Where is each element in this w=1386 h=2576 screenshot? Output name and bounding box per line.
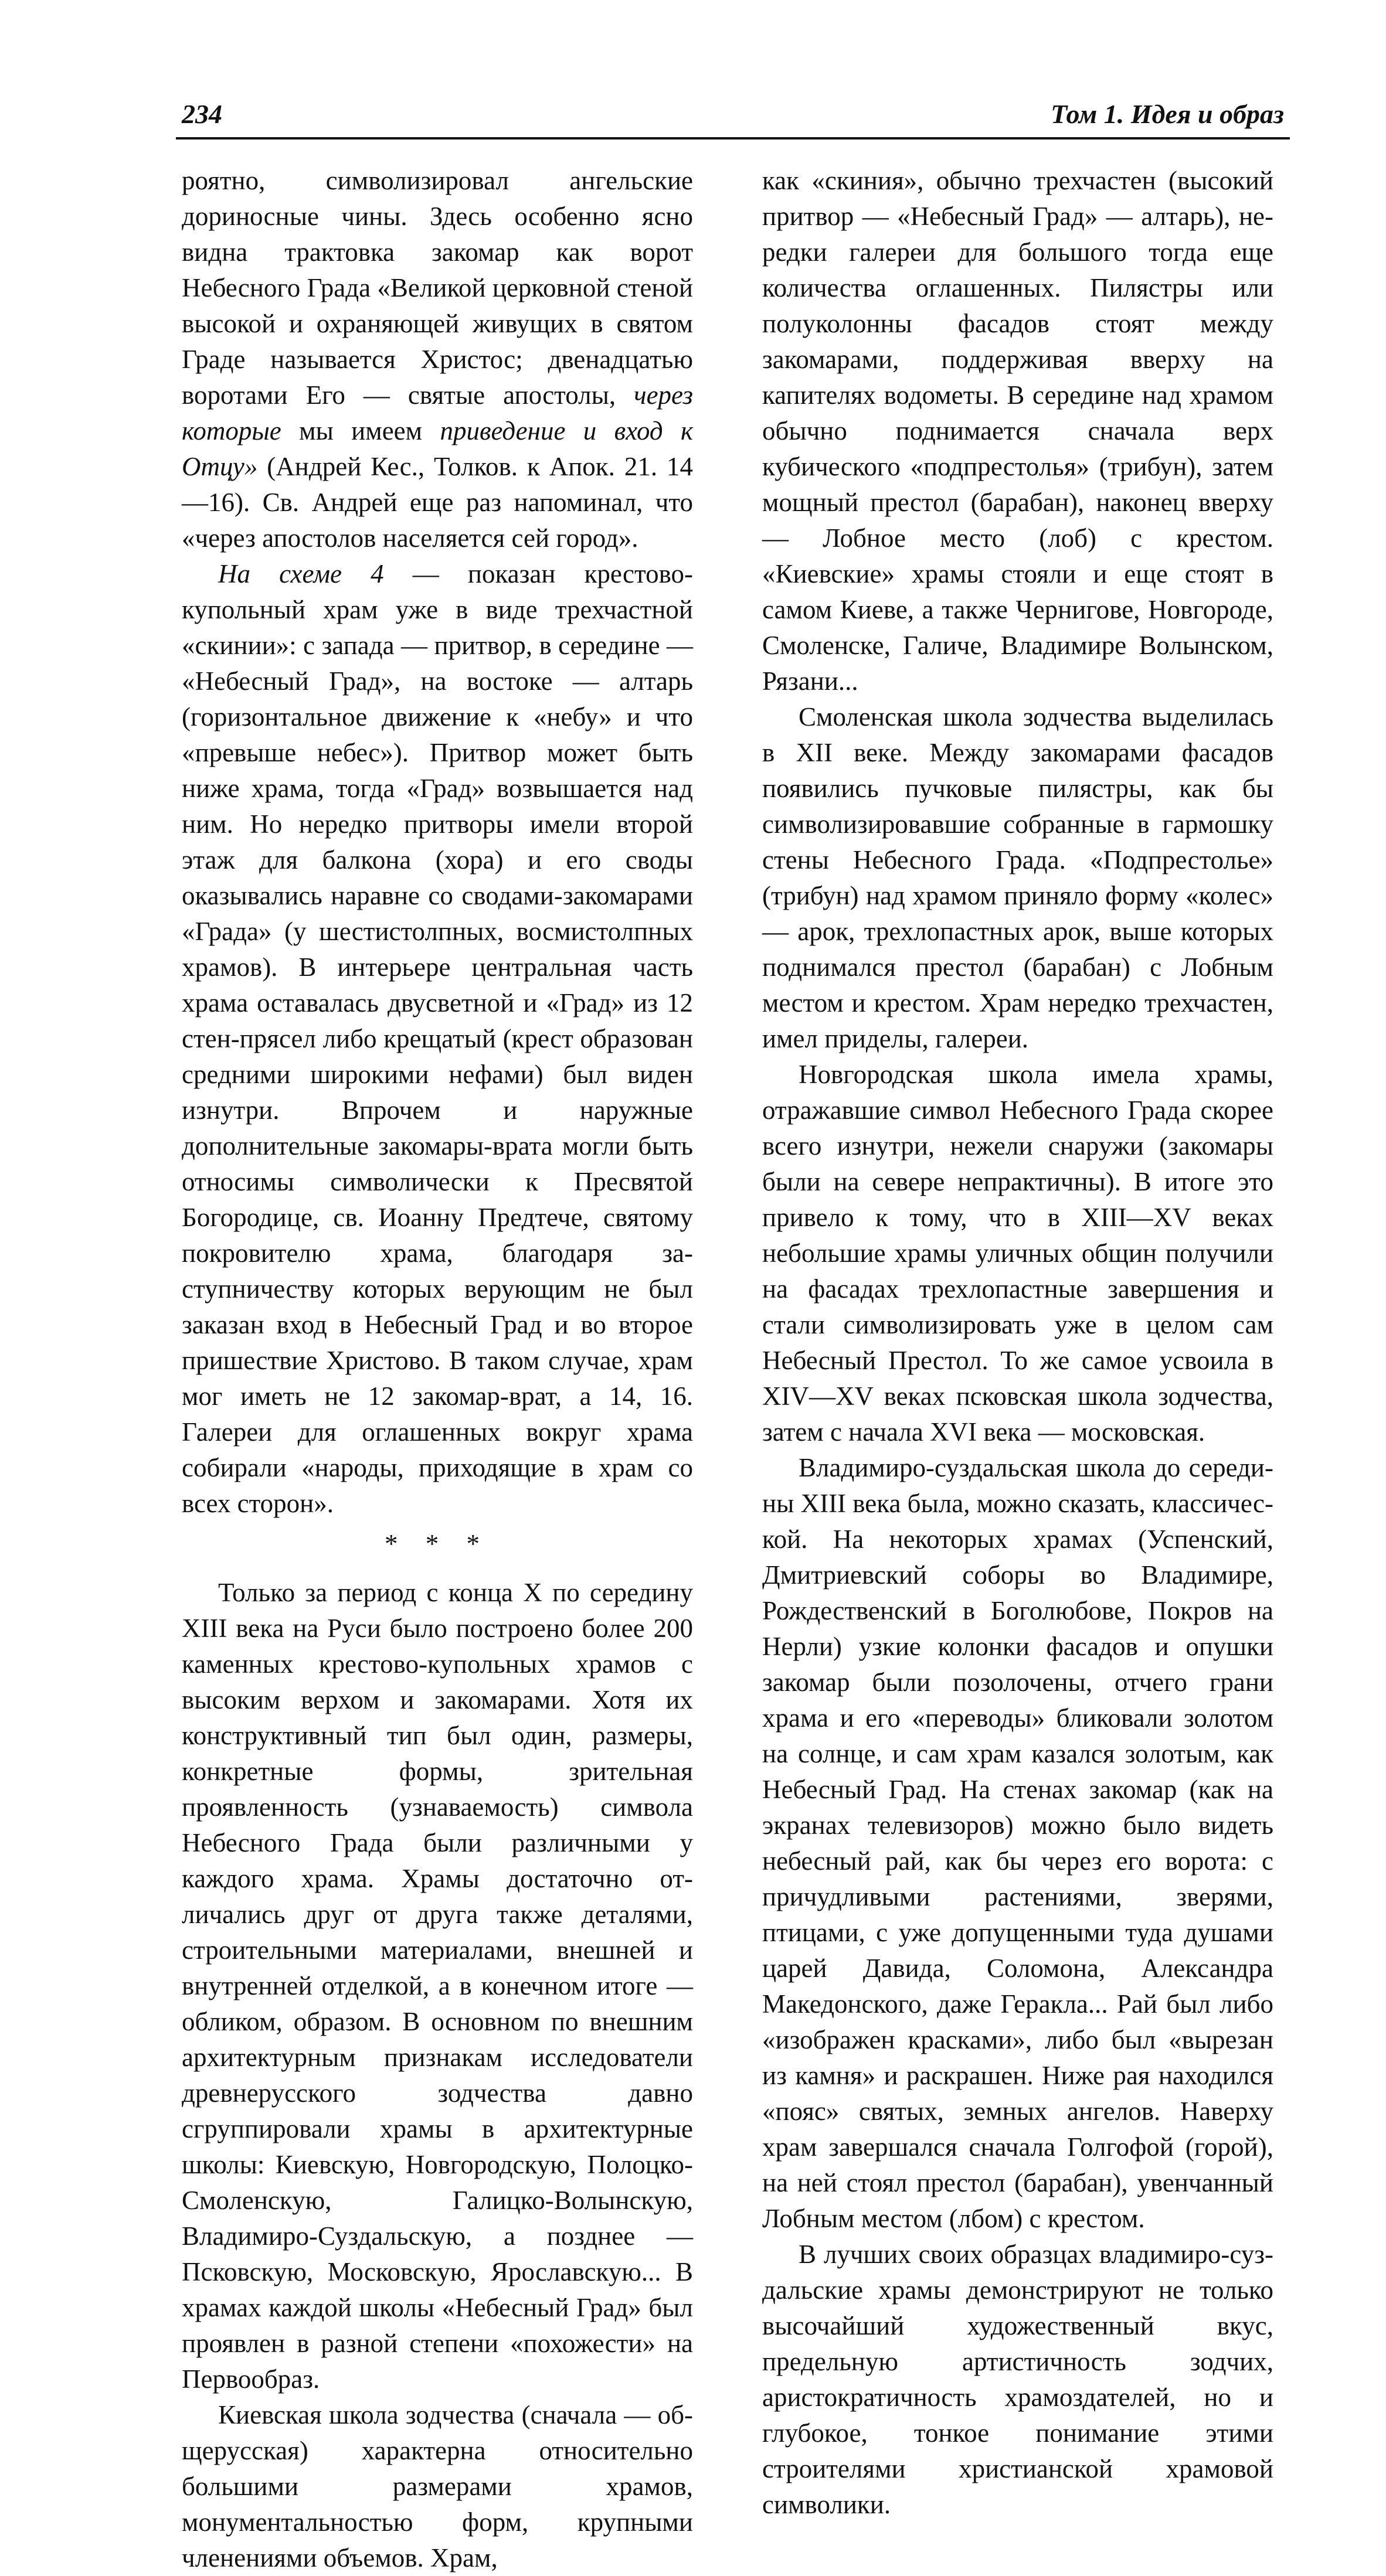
text-run: — показан крестово-купольный храм уже в виде трехчастной «скинии»: с запада — притвор, в середине — «Небесный Град», на востоке — алтарь (горизонтальное движение к «небу» и что «превыше небес»). Притвор может быть ниже храма, тогда «Град» возвышается над ним. Но нередко притворы имели второй этаж для балкона (хора) и его своды оказывались наравне со сводами-закомарами «Града» (у шестистолпных, восмистолпных храмов). В интерьере центральная часть храма оставалась двусветной и «Град» из 12 стен-прясел либо крещатый (крест образован средними широкими нефами) был виден изнутри. Впрочем и наружные дополнительные закомары-врата могли быть относимы символически к Пресвятой Богородице, св. Иоанну Предтече, святому покровителю храма, благодаря заступничеству которых верующим не был заказан вход в Небесный Град и во второе пришествие Христово. В таком случае, храм мог иметь не 12 закомар-врат, а 14, 16. Галереи для оглашенных вокруг храма собирали «народы, приходящие в храм со всех сторон». xyxy=(182,559,693,1518)
section-separator xyxy=(182,1526,693,1562)
text-run: В лучших своих образцах владимиро-суздальские храмы демонстрируют не только высочайший художественный вкус, предельную артистичность зодчих, аристократичность храмоздателей, но и глубокое, тонкое понимание этими строителями христианской храмовой символики. xyxy=(762,2240,1273,2519)
left-text-column xyxy=(182,163,693,2576)
right-paragraph xyxy=(762,163,1273,699)
text-run: Смоленская школа зодчества выделилась в XII веке. Между закомарами фасадов появились пучковые пилястры, как бы символизировавшие собранные в гармошку стены Небесного Града. «Подпрестолье» (трибун) над храмом приняло форму «колес» — арок, трехлопастных арок, выше которых поднимался престол (барабан) с Лобным местом и крестом. Храм нередко трехчастен, имел приделы, галереи. xyxy=(762,702,1273,1053)
right-paragraph xyxy=(762,2237,1273,2523)
right-paragraph xyxy=(762,1450,1273,2237)
text-run: Только за период с конца X по середину XIII века на Руси было построено более 200 каменных крестово-купольных храмов с высоким верхом и закомарами. Хотя их конструктивный тип был один, размеры, конкретные формы, зрительная проявленность (узнаваемость) символа Небесного Града были различными у каждого храма. Храмы достаточно отличались друг от друга также деталями, строительными материалами, внешней и внутренней отделкой, а в конечном итоге — обликом, образом. В основном по внешним архитектурным признакам исследователи древнерусского зодчества давно сгруппировали храмы в архитектурные школы: Киевскую, Новгородскую, Полоцко-Смоленскую, Галицко-Волынскую, Владимиро-Суздальскую, а позднее — Псковскую, Московскую, Ярославскую... В храмах каждой школы «Небесный Град» был проявлен в разной степени «похожести» на Первообраз. xyxy=(182,1578,693,2394)
text-run: Киевская школа зодчества (сначала — общерусская) характерна относительно большими размерами храмов, монументальностью форм, крупными членениями объемов. Храм, xyxy=(182,2400,693,2572)
left-paragraph xyxy=(182,556,693,1522)
italic-text: через которые xyxy=(182,380,693,445)
italic-text: На схеме 4 xyxy=(218,559,384,588)
left-paragraph xyxy=(182,163,693,556)
text-run: Новгородская школа имела храмы, отражавшие символ Небесного Града скорее всего изнутри, нежели снаружи (закомары были на севере непрактичны). В итоге это привело к тому, что в XIII—XV веках небольшие храмы уличных общин получили на фасадах трехлопастные завершения и стали символизировать уже в целом сам Небесный Престол. То же самое усвоила в XIV—XV веках псковская школа зодчества, затем с начала XVI века — московская. xyxy=(762,1060,1273,1447)
italic-text: приведение и вход к Отцу» xyxy=(182,416,693,481)
running-title: Том 1. Идея и образ xyxy=(1051,99,1284,129)
left-paragraph xyxy=(182,2397,693,2576)
right-paragraph xyxy=(762,1057,1273,1450)
text-run: мы имеем xyxy=(281,416,440,445)
text-run: как «скиния», обычно трехчастен (высокий притвор — «Небесный Град» — алтарь), нередки галереи для большого тогда еще количества оглашенных. Пилястры или полуколонны фасадов стоят между закомарами, поддерживая вверху на капителях водометы. В середине над храмом обычно поднимается сначала верх кубического «подпрестолья» (трибун), затем мощный престол (барабан), наконец вверху — Лобное место (лоб) с крестом. «Киевские» храмы стояли и еще стоят в самом Киеве, а также Чернигове, Новгороде, Смоленске, Галиче, Владимире Волынском, Рязани... xyxy=(762,166,1273,696)
text-run: роятно, символизировал ангельские дориносные чины. Здесь особенно ясно видна трактовка закомар как ворот Небесного Града «Великой церковной стеной высокой и охраняющей живущих в святом Граде называется Христос; двенадцатью воротами Его — святые апостолы, xyxy=(182,166,693,410)
running-head xyxy=(176,98,1290,139)
text-run: (Андрей Кес., Толков. к Апок. 21. 14—16). Св. Андрей еще раз напоминал, что «через апостолов населяется сей город». xyxy=(182,452,693,553)
right-text-column xyxy=(762,163,1273,2523)
right-paragraph xyxy=(762,699,1273,1057)
page-number: 234 xyxy=(182,99,222,129)
text-run: * * * xyxy=(385,1529,490,1558)
left-paragraph xyxy=(182,1575,693,2397)
text-run: Владимиро-суздальская школа до середины XIII века была, можно сказать, классической. На некоторых храмах (Успенский, Дмитриевский соборы во Владимире, Рождественский в Боголюбове, Покров на Нерли) узкие колонки фасадов и опушки закомар были позолочены, отчего грани храма и его «переводы» бликовали золотом на солнце, и сам храм казался золотым, как Небесный Град. На стенах закомар (как на экранах телевизоров) можно было видеть небесный рай, как бы через его ворота: с причудливыми растениями, зверями, птицами, с уже допущенными туда душами царей Давида, Соломона, Александра Македонского, даже Геракла... Рай был либо «изображен красками», либо был «вырезан из камня» и раскрашен. Ниже рая находился «пояс» святых, земных ангелов. Наверху храм завершался сначала Голгофой (горой), на ней стоял престол (барабан), увенчанный Лобным местом (лбом) с крестом. xyxy=(762,1453,1273,2233)
